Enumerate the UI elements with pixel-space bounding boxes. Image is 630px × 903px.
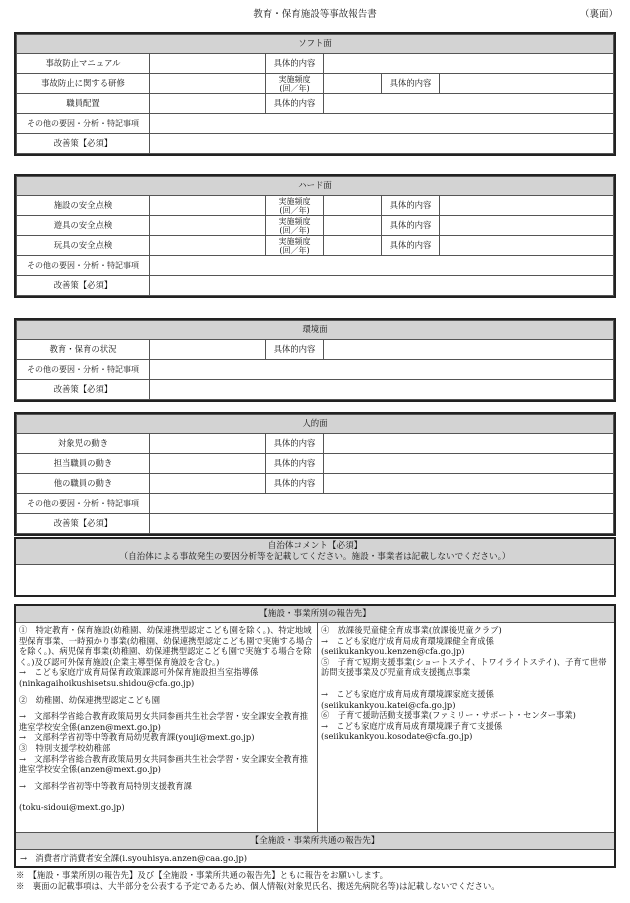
kaizen-label: 改善策【必須】 (17, 276, 150, 296)
hindo-label: 実施頻度 (回／年) (266, 74, 324, 94)
common-heading: 【全施設・事業所共通の報告先】 (16, 833, 614, 850)
hard-r2-input[interactable] (150, 216, 266, 236)
env-kaizen-input[interactable] (150, 380, 614, 400)
soft-section (14, 32, 616, 156)
kaizen-label: 改善策【必須】 (17, 514, 150, 534)
hard-r1-input[interactable] (150, 196, 266, 216)
hard-r3-label: 玩具の安全点検 (17, 236, 150, 256)
gutai-label: 具体的内容 (266, 54, 324, 74)
human-r1-input[interactable] (150, 434, 266, 454)
gutai-label: 具体的内容 (382, 236, 440, 256)
human-r2-input[interactable] (150, 454, 266, 474)
env-section (14, 318, 616, 402)
human-r2-label: 担当職員の動き (17, 454, 150, 474)
note-2: ※ 裏面の記載事項は、大半部分を公表する予定であるため、個人情報(対象児氏名、搬送先病院名等)は記載しないでください。 (16, 880, 500, 891)
notes (16, 870, 626, 891)
report-item: → こども家庭庁成育局成育環境課健全育成係(seiikukankyou.kenzen@cfa.go.jp) (321, 635, 494, 657)
kaizen-label: 改善策【必須】 (17, 380, 150, 400)
human-r2-detail-input[interactable] (324, 454, 614, 474)
human-r3-input[interactable] (150, 474, 266, 494)
other-label: その他の要因・分析・特記事項 (17, 256, 150, 276)
report-heading: 【施設・事業所別の報告先】 (16, 606, 614, 623)
hard-other-input[interactable] (150, 256, 614, 276)
manual-detail-input[interactable] (324, 54, 614, 74)
human-other-input[interactable] (150, 494, 614, 514)
haichi-detail-input[interactable] (324, 94, 614, 114)
side-label: （裏面） (579, 9, 618, 20)
comment-header (16, 539, 614, 565)
other-label: その他の要因・分析・特記事項 (17, 114, 150, 134)
kenshu-input[interactable] (150, 74, 266, 94)
hard-r2-label: 遊具の安全点検 (17, 216, 150, 236)
hard-r1-detail-input[interactable] (440, 196, 614, 216)
hard-kaizen-input[interactable] (150, 276, 614, 296)
hindo-label: 実施頻度 (回／年) (266, 216, 324, 236)
hindo-label: 実施頻度 (回／年) (266, 236, 324, 256)
comment-box (14, 537, 616, 597)
report-box (14, 604, 616, 868)
report-item: → 文部科学省初等中等教育局幼児教育課(youji@mext.go.jp) (19, 732, 255, 743)
env-heading: 環境面 (17, 321, 614, 340)
comment-title: 自治体コメント【必須】 (267, 541, 363, 551)
gutai-label: 具体的内容 (382, 196, 440, 216)
hard-heading: ハード面 (17, 177, 614, 196)
hard-r2-freq-input[interactable] (324, 216, 382, 236)
kenshu-freq-input[interactable] (324, 74, 382, 94)
human-r1-detail-input[interactable] (324, 434, 614, 454)
haichi-label: 職員配置 (17, 94, 150, 114)
human-r3-detail-input[interactable] (324, 474, 614, 494)
gutai-label: 具体的内容 (382, 74, 440, 94)
soft-other-input[interactable] (150, 114, 614, 134)
manual-input[interactable] (150, 54, 266, 74)
soft-kaizen-input[interactable] (150, 134, 614, 154)
hard-r3-input[interactable] (150, 236, 266, 256)
report-item: → 文部科学省総合教育政策局男女共同参画共生社会学習・安全課安全教育推進室学校安全係(anzen@mext.go.jp) (19, 753, 309, 775)
report-item: (toku-sidoui@mext.go.jp) (19, 802, 125, 813)
report-right-column (318, 623, 614, 832)
report-item: ④ 放課後児童健全育成事業(放課後児童クラブ) (321, 625, 502, 635)
kaizen-label: 改善策【必須】 (17, 134, 150, 154)
gutai-label: 具体的内容 (266, 454, 324, 474)
hard-r1-freq-input[interactable] (324, 196, 382, 216)
hard-r3-detail-input[interactable] (440, 236, 614, 256)
report-item: ⑤ 子育て短期支援事業(ショートステイ、トワイライトステイ)、子育て世帯訪問支援事業及び児童育成支援拠点事業 (321, 656, 607, 678)
report-item: → こども家庭庁成育局保育政策課認可外保育施設担当室指導係(ninkagaihoikushisetsu.shidou@cfa.go.jp) (19, 667, 259, 688)
report-item: ② 幼稚園、幼保連携型認定こども園 (19, 694, 161, 705)
comment-instruction: （自治体による事故発生の要因分析等を記載してください。施設・事業者は記載しないでください。） (119, 552, 511, 562)
report-item: ③ 特別支援学校幼稚部 (19, 742, 111, 753)
gutai-label: 具体的内容 (266, 434, 324, 454)
env-other-input[interactable] (150, 360, 614, 380)
hard-section (14, 174, 616, 298)
other-label: その他の要因・分析・特記事項 (17, 360, 150, 380)
hard-r3-freq-input[interactable] (324, 236, 382, 256)
gutai-label: 具体的内容 (382, 216, 440, 236)
report-item: ① 特定教育・保育施設(幼稚園、幼保連携型認定こども園を除く。)、特定地域型保育事業、一時預かり事業(幼稚園、幼保連携型認定こども園で実施する場合を除く。)、病児保育事業(幼稚園、幼保連携型認定こども園で実施する場合を除く。)及び認可外保育施設(企業主導型保育施設を含む。) (19, 625, 313, 667)
note-1: ※ 【施設・事業所別の報告先】及び【全施設・事業所共通の報告先】ともに報告をお願いします。 (16, 870, 389, 880)
gutai-label: 具体的内容 (266, 474, 324, 494)
report-item: → こども家庭庁成育局成育環境課子育て支援係(seiikukankyou.kosodate@cfa.go.jp) (321, 720, 503, 742)
kenshu-detail-input[interactable] (440, 74, 614, 94)
other-label: その他の要因・分析・特記事項 (17, 494, 150, 514)
comment-input[interactable] (16, 565, 614, 595)
hard-r2-detail-input[interactable] (440, 216, 614, 236)
env-r1-input[interactable] (150, 340, 266, 360)
hindo-label: 実施頻度 (回／年) (266, 196, 324, 216)
report-item: → こども家庭庁成育局成育環境課家庭支援係(seiikukankyou.katei@cfa.go.jp) (321, 688, 494, 710)
haichi-input[interactable] (150, 94, 266, 114)
soft-heading: ソフト面 (17, 35, 614, 54)
manual-label: 事故防止マニュアル (17, 54, 150, 74)
human-kaizen-input[interactable] (150, 514, 614, 534)
report-item: ⑥ 子育て援助活動支援事業(ファミリー・サポート・センター事業) (321, 710, 576, 721)
human-heading: 人的面 (17, 415, 614, 434)
human-r1-label: 対象児の動き (17, 434, 150, 454)
human-section (14, 412, 616, 536)
hard-r1-label: 施設の安全点検 (17, 196, 150, 216)
report-item: → 文部科学省総合教育政策局男女共同参画共生社会学習・安全課安全教育推進室学校安全係(anzen@mext.go.jp) (19, 711, 309, 732)
gutai-label: 具体的内容 (266, 340, 324, 360)
human-r3-label: 他の職員の動き (17, 474, 150, 494)
env-r1-label: 教育・保育の状況 (17, 340, 150, 360)
report-item: → 文部科学省初等中等教育局特別支援教育課 (19, 780, 192, 791)
env-r1-detail-input[interactable] (324, 340, 614, 360)
common-destination: → 消費者庁消費者安全課(i.syouhisya.anzen@caa.go.jp) (20, 853, 247, 863)
report-left-column (16, 623, 318, 832)
page-title: 教育・保育施設等事故報告書 (253, 9, 377, 20)
gutai-label: 具体的内容 (266, 94, 324, 114)
kenshu-label: 事故防止に関する研修 (17, 74, 150, 94)
